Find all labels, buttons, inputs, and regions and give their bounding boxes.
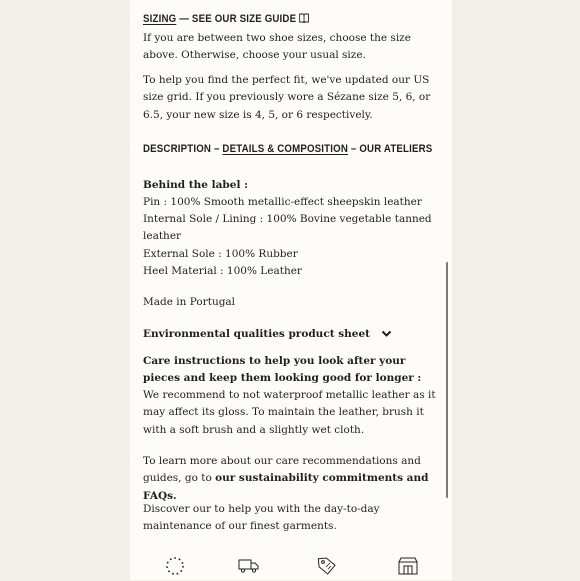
service-icons-row [0, 555, 580, 580]
learn-more-prefix: To learn more about our care recommendations and guides, go to [143, 455, 421, 485]
scrollbar[interactable] [446, 262, 448, 498]
product-info-panel [130, 0, 452, 580]
sustainability-link[interactable]: our sustainability commitments and FAQs. [143, 472, 429, 502]
environmental-sheet-toggle[interactable] [143, 322, 392, 343]
tab-details-composition[interactable]: DETAILS & COMPOSITION [222, 143, 349, 155]
environmental-sheet-label: Environmental qualities product sheet [143, 328, 370, 340]
price-tag-icon [316, 555, 338, 581]
learn-more-text [143, 453, 441, 505]
tab-separator: – [350, 143, 357, 155]
sizing-dash: — [179, 13, 190, 25]
sizing-paragraph-2: To help you find the perfect fit, we've updated our US size grid. If you previously wore a Sézane size 5, 6, or 6.5, your new size is 4, 5, or 6 respectively. [143, 74, 431, 121]
tab-our-ateliers[interactable]: OUR ATELIERS [359, 143, 433, 155]
made-in-text: Made in Portugal [143, 296, 236, 308]
composition-line: Pin : 100% Smooth metallic-effect sheepskin leather [143, 196, 422, 208]
tab-description[interactable]: DESCRIPTION [143, 143, 212, 155]
info-tabs [143, 143, 432, 155]
composition-line: Heel Material : 100% Leather [143, 265, 302, 277]
sizing-paragraph-1: If you are between two shoe sizes, choose the size above. Otherwise, choose your usual size. [143, 32, 411, 62]
tab-separator: – [213, 143, 220, 155]
behind-label-heading: Behind the label : [143, 179, 248, 191]
discover-text: Discover our to help you with the day-to-day maintenance of our finest garments. [143, 503, 380, 533]
delivery-truck-icon [238, 558, 260, 578]
boutique-icon [398, 557, 418, 579]
chevron-down-icon [381, 323, 392, 342]
composition-line: External Sole : 100% Rubber [143, 248, 298, 260]
sizing-row [143, 13, 310, 26]
dotted-circle-icon [164, 555, 186, 581]
composition-line: Internal Sole / Lining : 100% Bovine vegetable tanned leather [143, 213, 432, 243]
care-instructions-heading: Care instructions to help you look after your pieces and keep them looking good for longer : [143, 355, 422, 385]
sizing-label: SIZING [143, 13, 177, 25]
book-icon [299, 13, 310, 26]
size-guide-link[interactable]: SEE OUR SIZE GUIDE [191, 13, 297, 25]
care-instructions-body: We recommend to not waterproof metallic leather as it may affect its gloss. To maintain the leather, brush it with a soft brush and a slightly wet cloth. [143, 389, 436, 436]
